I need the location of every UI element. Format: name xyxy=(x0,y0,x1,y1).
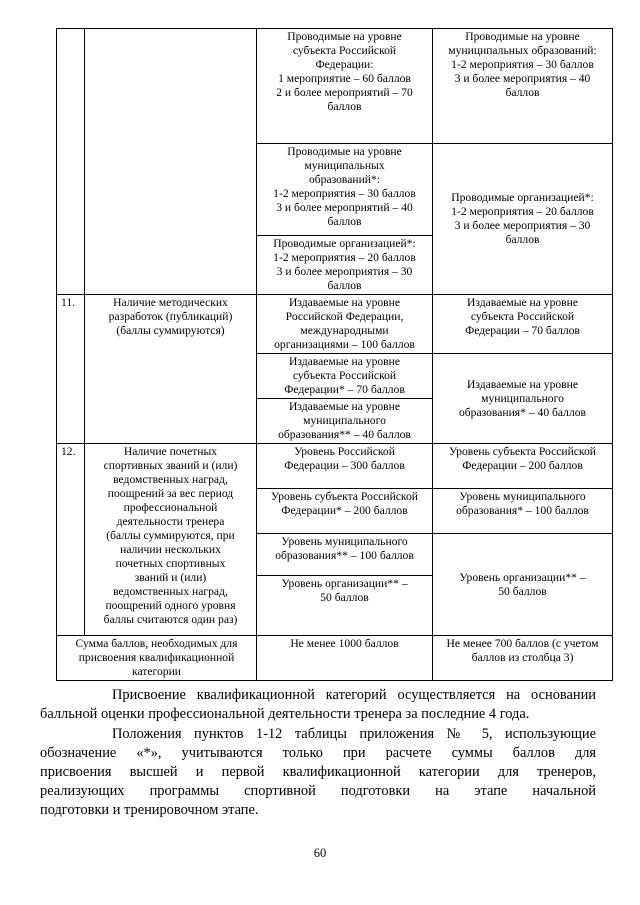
criterion-name-cell xyxy=(85,295,257,444)
cell-text-line: 1-2 мероприятия – 30 баллов xyxy=(451,58,594,71)
cell-text-line: баллов из столбца 3) xyxy=(471,651,574,664)
sum-points-cell xyxy=(433,636,613,681)
cell-text-line: ведомственных наград, xyxy=(113,473,228,486)
cell-text-line: Проводимые на уровне xyxy=(465,30,580,43)
cell-text-line: Издаваемые на уровне xyxy=(288,400,401,413)
cell-text-line: наличии нескольких xyxy=(120,543,221,556)
cell-text-line: Российской Федерации, xyxy=(285,310,404,323)
cell-text-line: 3 и более мероприятия – 30 xyxy=(454,219,591,232)
cell-text-line: Не менее 700 баллов (с учетом xyxy=(446,637,599,650)
row-number-cell xyxy=(57,29,85,295)
points-cell xyxy=(257,489,433,534)
cell-text-line: ведомственных наград, xyxy=(113,585,228,598)
cell-text-line: деятельности тренера xyxy=(116,515,225,528)
cell-text-line: Издаваемые на уровне xyxy=(288,296,401,309)
cell-text-line: категории xyxy=(132,665,181,678)
cell-text-line: 1-2 мероприятия – 20 баллов xyxy=(273,251,416,264)
sum-label-cell xyxy=(57,636,257,681)
cell-text-line: Проводимые на уровне xyxy=(287,30,402,43)
cell-text-line: Наличие методических xyxy=(113,296,228,309)
cell-text-line: поощрений за вес период xyxy=(107,487,234,500)
cell-text-line: муниципальных образований: xyxy=(448,44,597,57)
cell-text-line: 50 баллов xyxy=(320,591,369,604)
cell-text-line: Уровень субъекта Российской xyxy=(271,490,418,503)
cell-text-line: муниципального xyxy=(303,414,386,427)
cell-text-line: Федерации – 200 баллов xyxy=(462,459,583,472)
cell-text-line: баллов xyxy=(327,100,362,113)
cell-text-line: субъекта Российской xyxy=(470,310,575,323)
points-cell xyxy=(433,295,613,354)
cell-text-line: Наличие почетных xyxy=(123,445,218,458)
cell-text-line: международными xyxy=(300,324,389,337)
cell-text-line: Издаваемые на уровне xyxy=(466,296,579,309)
paragraph-line: подготовки и тренировочном этапе. xyxy=(40,802,259,818)
row-number-cell: 12. xyxy=(57,444,85,636)
criterion-name-cell xyxy=(85,29,257,295)
cell-text-line: разработок (публикаций) xyxy=(108,310,233,323)
cell-text-line: баллов xyxy=(505,233,540,246)
paragraph-line: реализующих программы спортивной подготовки на этапе начальной xyxy=(40,783,596,799)
cell-text-line: образований*: xyxy=(308,173,381,186)
points-cell xyxy=(433,534,613,636)
points-cell xyxy=(257,236,433,295)
cell-text-line: 3 и более мероприятия – 40 xyxy=(454,72,591,85)
cell-text-line: баллов xyxy=(327,215,362,228)
cell-text-line: Проводимые организацией*: xyxy=(273,237,416,250)
paragraph-line: Присвоение квалификационной категорий осуществляется на основании xyxy=(112,687,596,703)
cell-text-line: поощрений одного уровня xyxy=(105,599,236,612)
sum-points-cell: Не менее 1000 баллов xyxy=(257,636,433,681)
cell-text-line: (баллы суммируются, при xyxy=(106,529,235,542)
cell-text-line: муниципальных xyxy=(304,159,385,172)
cell-text-line: Проводимые организацией*: xyxy=(451,191,594,204)
cell-text-line: муниципального xyxy=(481,391,564,405)
cell-text-line: 1-2 мероприятия – 20 баллов xyxy=(451,205,594,218)
paragraph-line: балльной оценки профессиональной деятельности тренера за последние 4 года. xyxy=(40,706,530,722)
cell-text-line: 50 баллов xyxy=(498,584,547,598)
points-cell xyxy=(257,399,433,444)
row-number-cell: 11. xyxy=(57,295,85,444)
cell-text-line: присвоения квалификационной xyxy=(78,651,235,664)
paragraph-line: Положения пунктов 1-12 таблицы приложения № 5, использующие xyxy=(112,726,596,742)
cell-text-line: Федерации – 70 баллов xyxy=(465,324,580,337)
cell-text-line: субъекта Российской xyxy=(292,369,397,382)
points-cell xyxy=(433,444,613,489)
cell-text-line: образования* – 100 баллов xyxy=(456,504,589,517)
cell-text-line: баллов xyxy=(327,279,362,292)
paragraph-qualification-assessment xyxy=(40,686,596,724)
cell-text-line: Федерации* – 200 баллов xyxy=(281,504,408,517)
cell-text-line: спортивных званий и (или) xyxy=(103,459,238,472)
points-cell xyxy=(433,29,613,144)
cell-text-line: организациями – 100 баллов xyxy=(274,338,415,351)
points-cell xyxy=(257,576,433,636)
points-cell xyxy=(257,534,433,576)
points-cell xyxy=(257,295,433,354)
cell-text-line: почетных спортивных xyxy=(115,557,226,570)
cell-text-line: Проводимые на уровне xyxy=(287,145,402,158)
paragraph-line: обозначение «*», учитываются только при расчете суммы баллов для xyxy=(40,745,596,761)
cell-text-line: (баллы суммируются) xyxy=(116,324,225,337)
cell-text-line: Уровень субъекта Российской xyxy=(449,445,596,458)
cell-text-line: баллов xyxy=(505,86,540,99)
page-number: 60 xyxy=(313,846,327,860)
cell-text-line: Уровень муниципального xyxy=(281,535,408,548)
cell-text-line: баллы считаются один раз) xyxy=(103,613,238,626)
cell-text-line: 3 и более мероприятия – 30 xyxy=(276,265,413,278)
paragraph-asterisk-note xyxy=(40,725,596,820)
criterion-name-cell xyxy=(85,444,257,636)
points-cell xyxy=(433,489,613,534)
cell-text-line: Издаваемые на уровне xyxy=(466,377,579,391)
cell-text-line: Уровень муниципального xyxy=(459,490,586,503)
paragraph-line: присвоения высшей и первой квалификационной категории для тренеров, xyxy=(40,764,596,780)
cell-text-line: 3 и более мероприятий – 40 xyxy=(276,201,413,214)
cell-text-line: образования* – 40 баллов xyxy=(458,405,587,419)
points-cell xyxy=(257,354,433,399)
criteria-table xyxy=(56,28,613,681)
cell-text-line: профессиональной xyxy=(123,501,218,514)
cell-text-line: Уровень Российской xyxy=(294,445,395,458)
cell-text-line: Федерации* – 70 баллов xyxy=(284,383,405,396)
cell-text-line: Федерации: xyxy=(315,58,374,71)
cell-text-line: субъекта Российской xyxy=(292,44,397,57)
cell-text-line: Уровень организации** – xyxy=(281,577,408,590)
cell-text-line: Сумма баллов, необходимых для xyxy=(75,637,238,650)
cell-text-line: 1-2 мероприятия – 30 баллов xyxy=(273,187,416,200)
points-cell xyxy=(433,144,613,295)
cell-text-line: 2 и более мероприятий – 70 xyxy=(276,86,413,99)
points-cell xyxy=(257,144,433,236)
cell-text-line: званий и (или) xyxy=(134,571,207,584)
cell-text-line: Уровень организации** – xyxy=(459,570,586,584)
points-cell xyxy=(433,354,613,444)
cell-text-line: Федерации – 300 баллов xyxy=(284,459,405,472)
points-cell xyxy=(257,29,433,144)
cell-text-line: образования** – 40 баллов xyxy=(278,428,411,441)
cell-text-line: образования** – 100 баллов xyxy=(275,549,414,562)
cell-text-line: Издаваемые на уровне xyxy=(288,355,401,368)
points-cell xyxy=(257,444,433,489)
cell-text-line: 1 мероприятие – 60 баллов xyxy=(278,72,411,85)
